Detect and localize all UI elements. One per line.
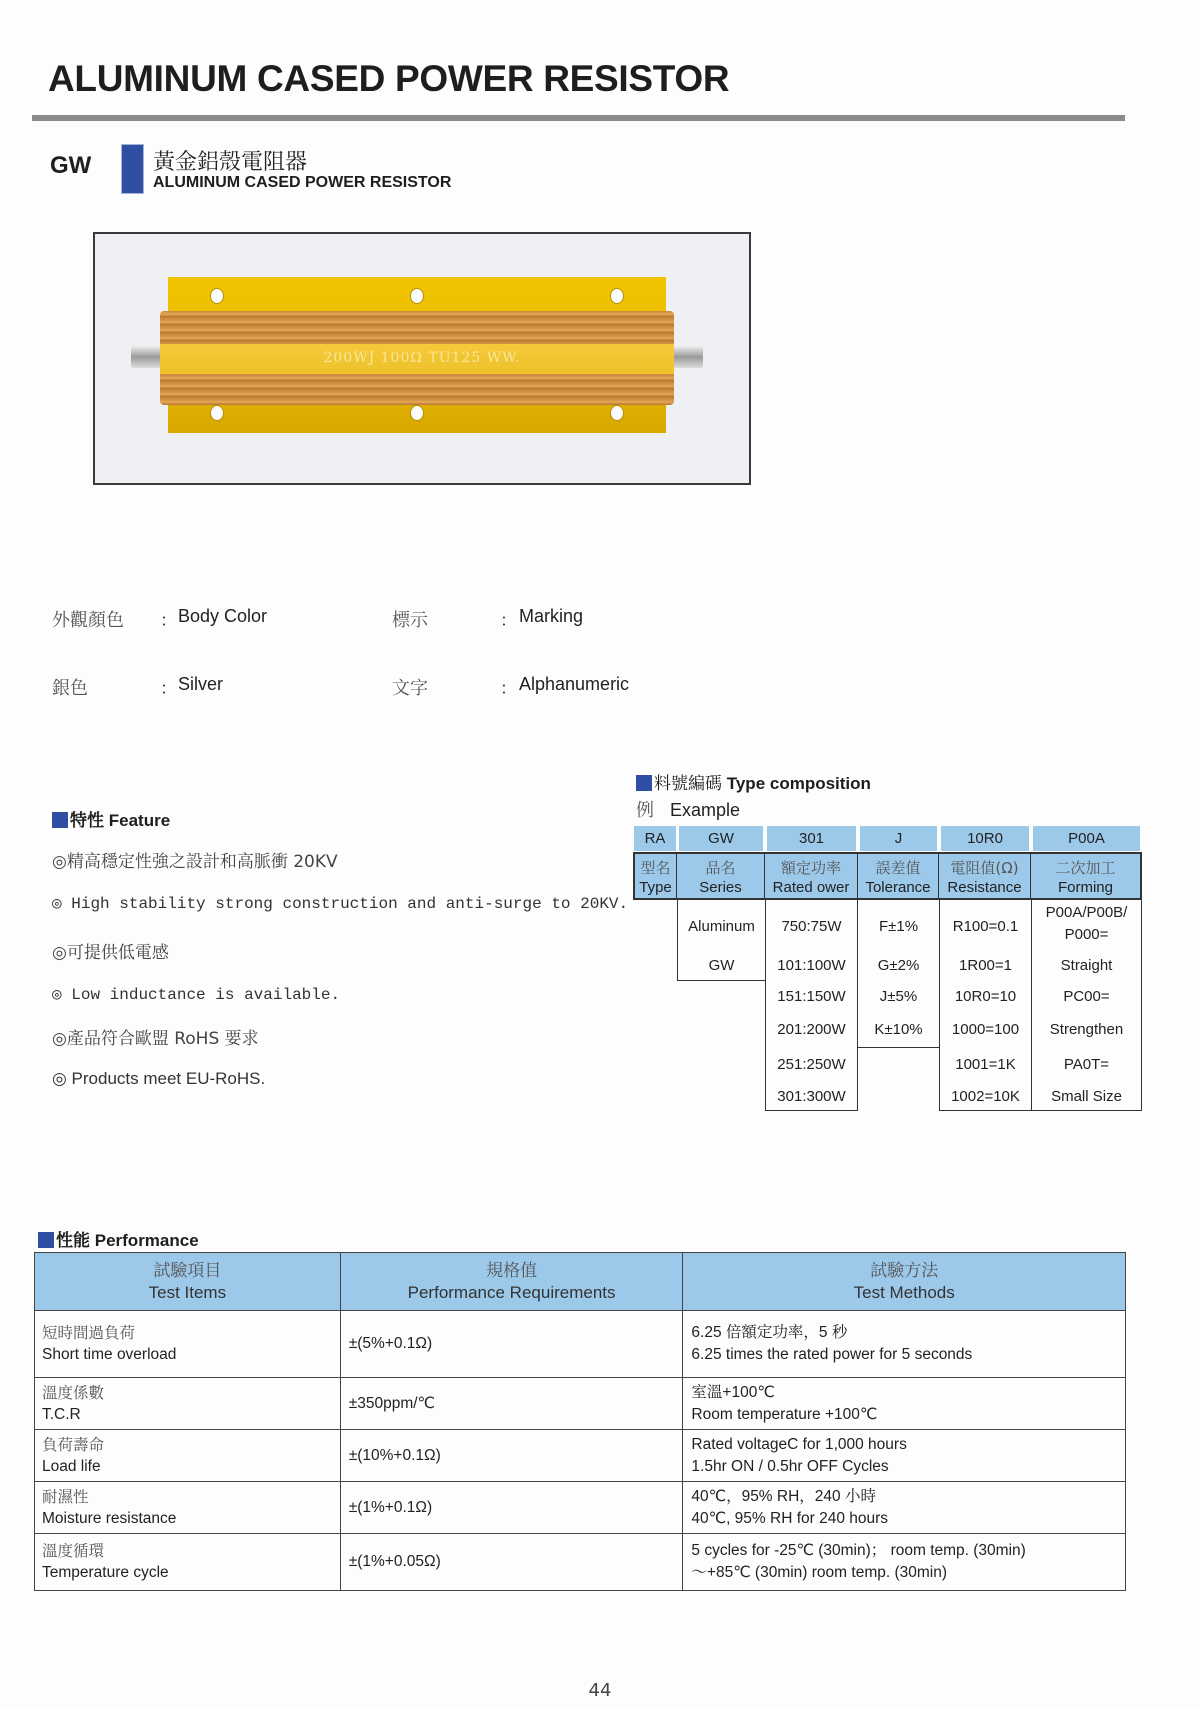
resistance-value: 1002=10K bbox=[951, 1088, 1020, 1105]
table-row bbox=[35, 1534, 1126, 1591]
mounting-hole bbox=[410, 288, 424, 304]
tolerance-column bbox=[858, 900, 939, 1048]
code-power: 301 bbox=[767, 826, 856, 851]
forming-column bbox=[1031, 900, 1142, 1111]
code-resistance: 10R0 bbox=[941, 826, 1029, 851]
body-color-label-zh: 外觀顏色 bbox=[52, 610, 124, 631]
section-square-icon bbox=[52, 812, 68, 828]
test-item: 負荷壽命 Load life bbox=[35, 1430, 341, 1482]
forming-value: PA0T= bbox=[1063, 1056, 1110, 1073]
title-divider bbox=[32, 115, 1125, 121]
resistance-value: 1000=100 bbox=[951, 1021, 1020, 1038]
code-type: RA bbox=[634, 826, 676, 851]
series-accent-bar bbox=[121, 144, 144, 194]
test-item: 溫度係數 T.C.R bbox=[35, 1378, 341, 1430]
colon: ： bbox=[500, 611, 517, 630]
power-value: 101:100W bbox=[777, 957, 846, 974]
resistance-value: 1R00=1 bbox=[959, 957, 1012, 974]
forming-value: Small Size bbox=[1051, 1088, 1122, 1105]
requirement: ±(10%+0.1Ω) bbox=[340, 1430, 683, 1482]
test-method: Rated voltageC for 1,000 hours 1.5hr ON / 0.5hr OFF Cycles bbox=[683, 1430, 1126, 1482]
power-value: 301:300W bbox=[777, 1088, 846, 1105]
header-series: 品名 Series bbox=[677, 852, 765, 900]
type-composition-heading: 料號編碼 Type composition bbox=[636, 769, 871, 794]
code-series: GW bbox=[679, 826, 763, 851]
feature-heading: 特性 Feature bbox=[52, 806, 170, 831]
example-label: 例 Example bbox=[636, 800, 741, 821]
section-square-icon bbox=[636, 775, 652, 791]
marking-value-en: Alphanumeric bbox=[519, 674, 630, 694]
code-forming: P00A bbox=[1033, 826, 1140, 851]
column-header-requirements: 規格值 Performance Requirements bbox=[340, 1253, 683, 1311]
page-number: 44 bbox=[588, 1680, 612, 1701]
forming-value: P00A/P00B/ bbox=[1045, 904, 1128, 921]
feature-item: ◎ High stability strong construction and anti-surge to 20KV. bbox=[52, 895, 629, 913]
requirement: ±(1%+0.05Ω) bbox=[340, 1534, 683, 1591]
mounting-hole bbox=[610, 288, 624, 304]
requirement: ±(1%+0.1Ω) bbox=[340, 1482, 683, 1534]
series-value: GW bbox=[708, 957, 735, 974]
table-row bbox=[35, 1311, 1126, 1378]
test-item: 耐濕性 Moisture resistance bbox=[35, 1482, 341, 1534]
mounting-hole bbox=[210, 405, 224, 421]
resistance-column bbox=[939, 900, 1031, 1111]
power-value: 251:250W bbox=[777, 1056, 846, 1073]
forming-value: P000= bbox=[1064, 926, 1109, 943]
tolerance-value: K±10% bbox=[874, 1021, 923, 1038]
header-rated-power: 額定功率 Rated ower bbox=[765, 852, 858, 900]
body-color-label-en: Body Color bbox=[178, 606, 268, 626]
test-method: 6.25 倍額定功率，5 秒 6.25 times the rated power for 5 seconds bbox=[683, 1311, 1126, 1378]
header-type: 型名 Type bbox=[633, 852, 677, 900]
body-color-value-en: Silver bbox=[178, 674, 224, 694]
forming-value: PC00= bbox=[1063, 988, 1110, 1005]
marking-label-zh: 標示 bbox=[392, 610, 428, 631]
table-row bbox=[35, 1430, 1126, 1482]
tolerance-value: J±5% bbox=[879, 988, 918, 1005]
colon: ： bbox=[160, 679, 177, 698]
resistance-value: 10R0=10 bbox=[954, 988, 1017, 1005]
code-tolerance: J bbox=[860, 826, 937, 851]
series-name-en: ALUMINUM CASED POWER RESISTOR bbox=[153, 174, 452, 191]
feature-item: ◎精高穩定性強之設計和高脈衝 20KV bbox=[52, 852, 338, 872]
forming-value: Strengthen bbox=[1049, 1021, 1124, 1038]
feature-item: ◎ Products meet EU-RoHS. bbox=[52, 1069, 266, 1088]
marking-label-en: Marking bbox=[519, 606, 584, 626]
mounting-hole bbox=[210, 288, 224, 304]
colon: ： bbox=[160, 611, 177, 630]
requirement: ±(5%+0.1Ω) bbox=[340, 1311, 683, 1378]
header-tolerance: 誤差值 Tolerance bbox=[858, 852, 939, 900]
column-header-test-items: 試驗項目 Test Items bbox=[35, 1253, 341, 1311]
header-resistance: 電阻值(Ω) Resistance bbox=[939, 852, 1031, 900]
resistance-value: R100=0.1 bbox=[952, 918, 1019, 935]
forming-value: Straight bbox=[1060, 957, 1113, 974]
series-column bbox=[677, 900, 765, 981]
test-item: 溫度循環 Temperature cycle bbox=[35, 1534, 341, 1591]
test-method: 5 cycles for -25℃ (30min)； room temp. (30min) ～+85℃ (30min) room temp. (30min) bbox=[683, 1534, 1126, 1591]
power-column bbox=[765, 900, 858, 1111]
table-row bbox=[35, 1378, 1126, 1430]
body-color-value-zh: 銀色 bbox=[52, 678, 88, 699]
series-name-zh: 黃金鋁殼電阻器 bbox=[153, 150, 308, 175]
table-header-row bbox=[35, 1253, 1126, 1311]
requirement: ±350ppm/℃ bbox=[340, 1378, 683, 1430]
power-value: 151:150W bbox=[777, 988, 846, 1005]
resistance-value: 1001=1K bbox=[955, 1056, 1016, 1073]
feature-item: ◎產品符合歐盟 RoHS 要求 bbox=[52, 1029, 259, 1049]
power-value: 750:75W bbox=[781, 918, 842, 935]
mounting-hole bbox=[410, 405, 424, 421]
feature-item: ◎ Low inductance is available. bbox=[52, 986, 341, 1004]
series-code: GW bbox=[50, 152, 92, 179]
series-value: Aluminum bbox=[688, 918, 755, 935]
test-item: 短時間過負荷 Short time overload bbox=[35, 1311, 341, 1378]
colon: ： bbox=[500, 679, 517, 698]
table-row bbox=[35, 1482, 1126, 1534]
section-square-icon bbox=[38, 1232, 54, 1248]
resistor-marking: 200WJ 100Ω TU125 WW. bbox=[323, 350, 521, 366]
mounting-hole bbox=[610, 405, 624, 421]
feature-item: ◎可提供低電感 bbox=[52, 943, 169, 963]
test-method: 室溫+100℃ Room temperature +100℃ bbox=[683, 1378, 1126, 1430]
product-photo bbox=[93, 232, 751, 485]
power-value: 201:200W bbox=[777, 1021, 846, 1038]
performance-heading: 性能 Performance bbox=[38, 1226, 199, 1251]
performance-table bbox=[34, 1252, 1126, 1591]
column-header-test-methods: 試驗方法 Test Methods bbox=[683, 1253, 1126, 1311]
test-method: 40℃，95% RH，240 小時 40℃, 95% RH for 240 hours bbox=[683, 1482, 1126, 1534]
tolerance-value: G±2% bbox=[877, 957, 920, 974]
marking-value-zh: 文字 bbox=[392, 678, 428, 699]
page-title: ALUMINUM CASED POWER RESISTOR bbox=[48, 58, 730, 99]
tolerance-value: F±1% bbox=[878, 918, 919, 935]
header-forming: 二次加工 Forming bbox=[1031, 852, 1142, 900]
